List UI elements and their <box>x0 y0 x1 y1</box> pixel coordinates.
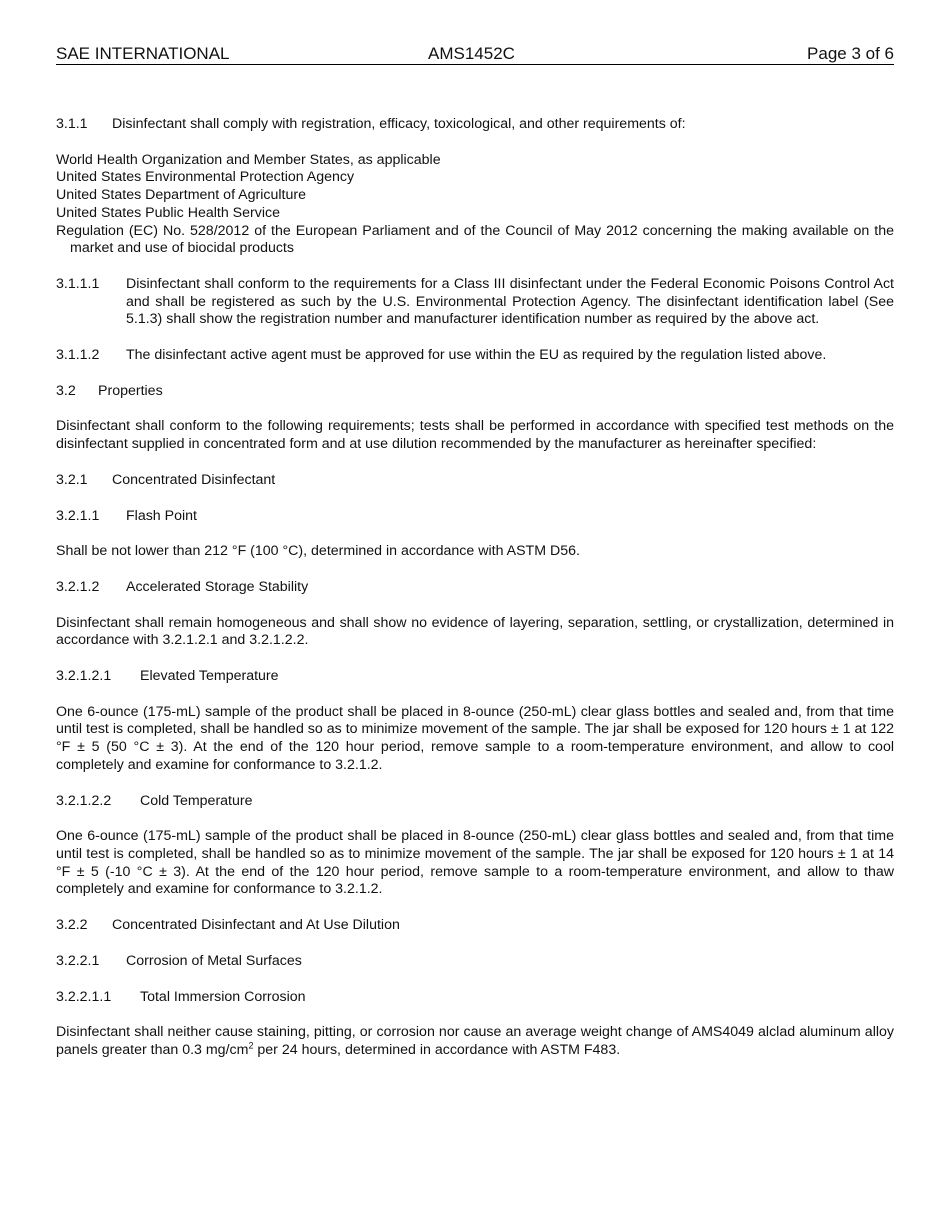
superscript: 2 <box>248 1040 254 1051</box>
paragraph-3-2-1-2: Disinfectant shall remain homogeneous and shall show no evidence of layering, separation, settling, or crystallization, determined in accordance with 3.2.1.2.1 and 3.2.1.2.2. <box>56 614 894 649</box>
section-number: 3.2.2.1.1 <box>56 988 112 1005</box>
paragraph-3-2-1-2-1: One 6-ounce (175-mL) sample of the product shall be placed in 8-ounce (250-mL) clear glass bottles and sealed and, from that time until test is completed, shall be handled so as to minimize movement of the sample. The jar shall be exposed for 120 hours ± 1 at 122 °F ± 5 (50 °C ± 3). At the end of the 120 hour period, remove sample to a room-temperature environment, and allow to cool completely and examine for conformance to 3.2.1.2. <box>56 703 894 773</box>
agency-list <box>56 152 894 258</box>
section-title: Cold Temperature <box>140 792 253 809</box>
section-number: 3.2.1.1 <box>56 507 100 524</box>
heading-3-2-1 <box>56 472 894 490</box>
section-number: 3.2.1 <box>56 471 88 488</box>
section-3-1-1-2 <box>56 347 894 365</box>
header-document-number: AMS1452C <box>428 44 515 63</box>
heading-3-2 <box>56 383 894 401</box>
paragraph-3-2: Disinfectant shall conform to the following requirements; tests shall be performed in accordance with specified test methods on the disinfectant supplied in concentrated form and at use dilution recommended by the manufacturer as hereinafter specified: <box>56 418 894 453</box>
section-3-1-1 <box>56 116 894 134</box>
heading-3-2-1-2 <box>56 579 894 597</box>
section-number: 3.2.1.2.1 <box>56 668 112 685</box>
paragraph-3-2-2-1-1 <box>56 1024 894 1059</box>
heading-3-2-2 <box>56 917 894 935</box>
agency-item: United States Environmental Protection Agency <box>56 169 355 186</box>
page-header <box>56 44 894 65</box>
section-number: 3.1.1.2 <box>56 347 100 364</box>
section-title: Concentrated Disinfectant <box>112 471 276 488</box>
section-number: 3.2.2 <box>56 917 88 934</box>
paragraph-text: Disinfectant shall neither cause staining, pitting, or corrosion nor cause an average weight change of AMS4049 alclad aluminum alloy panels greater than 0.3 mg/cm <box>56 1024 894 1058</box>
section-title: Properties <box>98 382 163 399</box>
section-text: Disinfectant shall conform to the requirements for a Class III disinfectant under the Federal Economic Poisons Control Act and shall be registered as such by the U.S. Environmental Protection Agency. The disinfectant identification label (See 5.1.3) shall show the registration number and manufacturer identification number as required by the above act. <box>126 275 894 328</box>
agency-item: United States Department of Agriculture <box>56 187 306 204</box>
section-text: The disinfectant active agent must be approved for use within the EU as required by the regulation listed above. <box>126 347 827 364</box>
paragraph-3-2-1-2-2: One 6-ounce (175-mL) sample of the product shall be placed in 8-ounce (250-mL) clear glass bottles and sealed and, from that time until test is completed, shall be handled so as to minimize movement of the sample. The jar shall be exposed for 120 hours ± 1 at 14 °F ± 5 (-10 °C ± 3). At the end of the 120 hour period, remove sample to a room-temperature environment, and allow to thaw completely and examine for conformance to 3.2.1.2. <box>56 828 894 898</box>
section-number: 3.2.1.2 <box>56 578 100 595</box>
section-title: Elevated Temperature <box>140 668 279 685</box>
section-number: 3.2.1.2.2 <box>56 792 112 809</box>
agency-item: United States Public Health Service <box>56 204 280 221</box>
section-3-1-1-1 <box>56 276 894 329</box>
heading-3-2-1-1 <box>56 508 894 526</box>
section-title: Total Immersion Corrosion <box>140 988 306 1005</box>
section-title: Accelerated Storage Stability <box>126 578 309 595</box>
section-title: Flash Point <box>126 507 197 524</box>
header-organization: SAE INTERNATIONAL <box>56 44 230 63</box>
section-title: Concentrated Disinfectant and At Use Dilution <box>112 917 400 934</box>
section-number: 3.2 <box>56 382 76 399</box>
paragraph-3-2-1-1: Shall be not lower than 212 °F (100 °C), determined in accordance with ASTM D56. <box>56 543 580 560</box>
heading-3-2-1-2-2 <box>56 793 894 811</box>
heading-3-2-1-2-1 <box>56 668 894 686</box>
section-number: 3.2.2.1 <box>56 952 100 969</box>
regulation-item: Regulation (EC) No. 528/2012 of the European Parliament and of the Council of May 2012 concerning the making available on the market and use of biocidal products <box>56 222 894 257</box>
paragraph-text: per 24 hours, determined in accordance with ASTM F483. <box>253 1041 621 1058</box>
section-title: Corrosion of Metal Surfaces <box>126 952 302 969</box>
heading-3-2-2-1-1 <box>56 989 894 1007</box>
section-number: 3.1.1 <box>56 116 88 132</box>
header-page-number: Page 3 of 6 <box>807 44 894 63</box>
heading-3-2-2-1 <box>56 953 894 971</box>
section-text: Disinfectant shall comply with registration, efficacy, toxicological, and other requirements of: <box>112 116 686 132</box>
section-number: 3.1.1.1 <box>56 275 100 292</box>
document-body <box>56 116 894 1078</box>
agency-item: World Health Organization and Member States, as applicable <box>56 151 441 168</box>
